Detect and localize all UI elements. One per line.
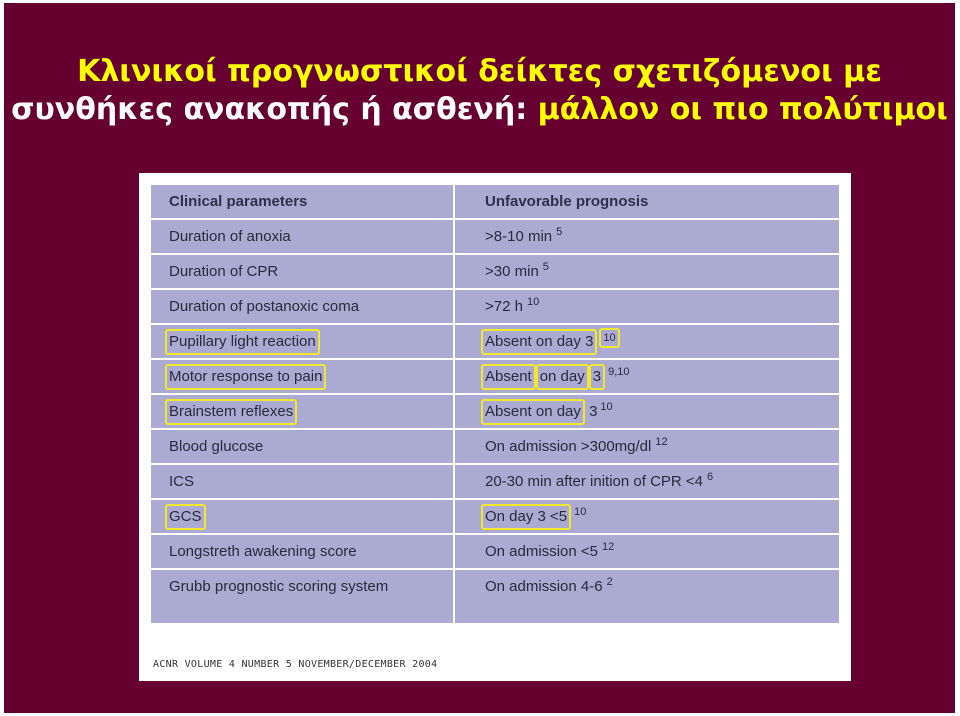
table-row: [151, 220, 839, 255]
reference-number: 5: [542, 261, 549, 273]
row-prognosis: [485, 430, 668, 463]
header-unfavorable-prognosis: Unfavorable prognosis: [485, 193, 649, 210]
row-param: ICS: [169, 473, 195, 490]
table-row: [151, 500, 839, 535]
row-param: [169, 395, 297, 428]
table-row: [151, 290, 839, 325]
reference-number: 2: [606, 576, 613, 588]
highlight-box: GCS: [165, 504, 206, 530]
slide-background: [4, 3, 955, 713]
table-row: [151, 360, 839, 395]
row-prognosis: [485, 360, 630, 393]
reference-number: 10: [526, 296, 540, 308]
reference-number: 10: [600, 401, 613, 413]
table-row: [151, 255, 839, 290]
row-prognosis: [485, 465, 713, 498]
title-line-1: Κλινικοί προγνωστικοί δείκτες σχετιζόμενοι με: [77, 54, 882, 89]
prognosis-text: 3: [584, 403, 598, 420]
prognosis-text: >72 h: [485, 298, 523, 315]
highlight-box: Brainstem reflexes: [165, 399, 297, 425]
prognosis-text: On admission >300mg/dl: [485, 438, 652, 455]
prognosis-text: >8-10 min: [485, 228, 553, 245]
table-row: [151, 570, 839, 623]
prognosis-text: On admission <5: [485, 543, 598, 560]
table-row: [151, 535, 839, 570]
reference-number: 10: [574, 506, 587, 518]
highlight-box: Absent on day: [481, 399, 585, 425]
reference-number: 6: [707, 471, 714, 483]
row-param: Longstreth awakening score: [169, 543, 357, 560]
source-caption: ACNR VOLUME 4 NUMBER 5 NOVEMBER/DECEMBER 2004: [153, 659, 438, 670]
table-row: [151, 325, 839, 360]
highlight-box: Absent: [481, 364, 536, 390]
reference-number: 5: [556, 226, 563, 238]
row-param: Duration of postanoxic coma: [169, 298, 360, 315]
row-param: [169, 325, 320, 358]
row-prognosis: [485, 220, 562, 253]
reference-number-highlight: 10: [599, 328, 619, 348]
row-param: Duration of anoxia: [169, 228, 291, 245]
prognosis-table: [151, 185, 839, 623]
table-row: [151, 465, 839, 500]
row-param: Grubb prognostic scoring system: [169, 578, 389, 595]
slide-title: [4, 53, 955, 129]
row-prognosis: [485, 290, 539, 323]
row-param: Duration of CPR: [169, 263, 279, 280]
reference-number: 12: [655, 436, 668, 448]
table-row: [151, 430, 839, 465]
highlight-box: Absent on day 3: [481, 329, 597, 355]
row-prognosis: [485, 255, 549, 288]
prognosis-text: On admission 4-6: [485, 578, 603, 595]
highlight-box: Pupillary light reaction: [165, 329, 320, 355]
highlight-box: on day: [536, 364, 589, 390]
table-figure: [139, 173, 851, 681]
row-prognosis: [485, 395, 613, 428]
title-line-2-yellow: μάλλον οι πιο πολύτιμοι: [527, 92, 948, 127]
prognosis-text: >30 min: [485, 263, 539, 280]
row-prognosis: [485, 570, 613, 603]
highlight-box: Motor response to pain: [165, 364, 326, 390]
row-param: [169, 360, 326, 393]
title-line-2: [4, 91, 955, 129]
prognosis-text: 20-30 min after inition of CPR <4: [485, 473, 704, 490]
row-param: [169, 500, 206, 533]
highlight-box: On day 3 <5: [481, 504, 571, 530]
column-divider: [453, 185, 455, 623]
highlight-box: 3: [589, 364, 605, 390]
table-row: [151, 395, 839, 430]
reference-number: 9,10: [608, 366, 630, 378]
row-param: Blood glucose: [169, 438, 264, 455]
row-prognosis: [485, 500, 586, 533]
row-prognosis: [485, 325, 620, 358]
row-prognosis: [485, 535, 614, 568]
reference-number: 12: [601, 541, 615, 553]
title-line-2-white: συνθήκες ανακοπής ή ασθενή:: [11, 92, 528, 127]
table-header-row: [151, 185, 839, 220]
header-clinical-parameters: Clinical parameters: [169, 193, 308, 210]
